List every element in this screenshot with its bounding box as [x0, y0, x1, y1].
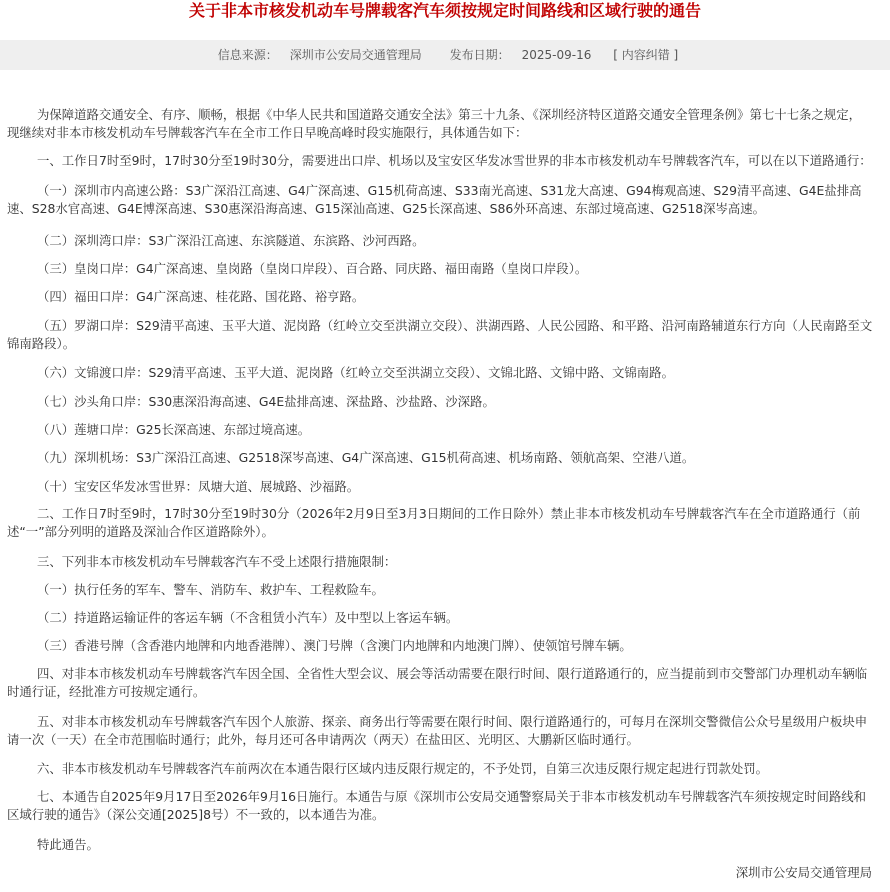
source-label: 信息来源： [217, 48, 278, 62]
date-value: 2025-09-16 [521, 48, 592, 62]
paragraph-item: （一）深圳市内高速公路：S3广深沿江高速、G4广深高速、G15机荷高速、S33南光高速、S31龙大高速、G94梅观高速、S29清平高速、G4E盐排高速、S28水官高速、G4E博深高速、S30惠深沿海高速、G15深汕高速、G25长深高速、S86外环高速、东部过境高速、G2518深岑高速。 [7, 183, 862, 216]
paragraph-section-4: 四、对非本市核发机动车号牌载客汽车因全国、全省性大型会议、展会等活动需要在限行时间、限行道路通行的，应当提前到市交警部门办理机动车辆临时通行证，经批准方可按规定通行。 [7, 666, 868, 699]
date-info [444, 48, 598, 62]
paragraph-intro: 为保障道路交通安全、有序、顺畅，根据《中华人民共和国道路交通安全法》第三十九条、《深圳经济特区道路交通安全管理条例》第七十七条之规定，现继续对非本市核发机动车号牌载客汽车在全市工作日早晚高峰时段实施限行，具体通告如下： [7, 107, 861, 140]
paragraph-item: （七）沙头角口岸：S30惠深沿海高速、G4E盐排高速、深盐路、沙盐路、沙深路。 [37, 394, 495, 409]
paragraph-item: （九）深圳机场：S3广深沿江高速、G2518深岑高速、G4广深高速、G15机荷高速、机场南路、领航高架、空港八道。 [37, 450, 695, 465]
paragraph-item: （六）文锦渡口岸：S29清平高速、玉平大道、泥岗路（红岭立交至洪湖立交段）、文锦北路、文锦中路、文锦南路。 [37, 365, 674, 380]
paragraph-section-7: 七、本通告自2025年9月17日至2026年9月16日施行。本通告与原《深圳市公安局交通警察局关于非本市核发机动车号牌载客汽车须按规定时间路线和区域行驶的通告》（深公交通[2025]8号）不一致的，以本通告为准。 [7, 789, 867, 822]
paragraph-section-5: 五、对非本市核发机动车号牌载客汽车因个人旅游、探亲、商务出行等需要在限行时间、限行道路通行的，可每月在深圳交警微信公众号星级用户板块申请一次（一天）在全市范围临时通行；此外，每月还可各申请两次（两天）在盐田区、光明区、大鹏新区临时通行。 [7, 714, 868, 747]
paragraph-section-1: 一、工作日7时至9时，17时30分至19时30分，需要进出口岸、机场以及宝安区华发冰雪世界的非本市核发机动车号牌载客汽车，可以在以下道路通行： [37, 153, 872, 168]
paragraph-item: （四）福田口岸：G4广深高速、桂花路、国花路、裕亨路。 [37, 289, 365, 304]
paragraph-item: （八）莲塘口岸：G25长深高速、东部过境高速。 [37, 422, 311, 437]
paragraph-section-6: 六、非本市核发机动车号牌载客汽车前两次在本通告限行区域内违反限行规定的，不予处罚，自第三次违反限行规定起进行罚款处罚。 [37, 761, 769, 776]
article-meta [0, 40, 890, 70]
source-info [212, 48, 428, 62]
paragraph-item: （一）执行任务的军车、警车、消防车、救护车、工程救险车。 [37, 582, 384, 597]
paragraph-item: （三）皇岗口岸：G4广深高速、皇岗路（皇岗口岸段）、百合路、同庆路、福田南路（皇岗口岸段）。 [37, 261, 588, 276]
paragraph-section-2: 二、工作日7时至9时，17时30分至19时30分（2026年2月9日至3月3日期间的工作日除外）禁止非本市核发机动车号牌载客汽车在全市道路通行（前述“一”部分列明的道路及深汕合作区道路除外）。 [7, 506, 861, 539]
paragraph-closing: 特此通告。 [37, 837, 99, 852]
paragraph-item: （二）持道路运输证件的客运车辆（不含租赁小汽车）及中型以上客运车辆。 [37, 610, 459, 625]
source-value: 深圳市公安局交通管理局 [289, 48, 422, 62]
paragraph-item: （二）深圳湾口岸：S3广深沿江高速、东滨隧道、东滨路、沙河西路。 [37, 233, 425, 248]
signature: 深圳市公安局交通管理局 [735, 865, 872, 880]
content-correction-link[interactable]: [ 内容纠错 ] [613, 48, 679, 62]
paragraph-item: （十）宝安区华发冰雪世界：凤塘大道、展城路、沙福路。 [37, 479, 360, 494]
paragraph-section-3: 三、下列非本市核发机动车号牌载客汽车不受上述限行措施限制： [37, 554, 397, 569]
paragraph-item: （三）香港号牌（含香港内地牌和内地香港牌）、澳门号牌（含澳门内地牌和内地澳门牌）、使领馆号牌车辆。 [37, 638, 632, 653]
date-label: 发布日期： [449, 48, 510, 62]
paragraph-item: （五）罗湖口岸：S29清平高速、玉平大道、泥岗路（红岭立交至洪湖立交段）、洪湖西路、人民公园路、和平路、沿河南路辅道东行方向（人民南路至文锦南路段）。 [7, 318, 873, 351]
page-title: 关于非本市核发机动车号牌载客汽车须按规定时间路线和区域行驶的通告 [188, 1, 701, 20]
